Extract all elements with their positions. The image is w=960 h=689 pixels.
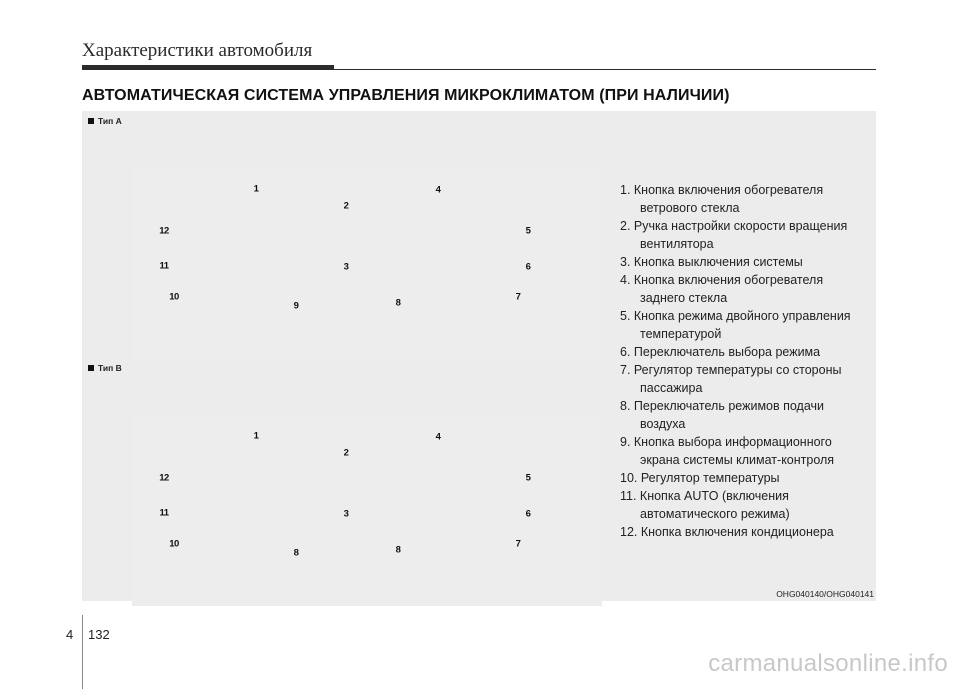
callout: 12 xyxy=(159,472,169,484)
type-b-diagram xyxy=(132,416,602,606)
watermark: carmanualsonline.info xyxy=(708,650,948,677)
callout: 2 xyxy=(343,200,349,212)
page-number: 132 xyxy=(88,627,110,642)
callout: 7 xyxy=(515,291,521,303)
callout: 10 xyxy=(169,538,179,550)
callout: 12 xyxy=(159,225,169,237)
callout: 4 xyxy=(435,431,441,443)
callout: 8 xyxy=(293,547,299,559)
legend-item: 7. Регулятор температуры со стороны пассажира xyxy=(620,363,842,395)
type-a-label xyxy=(88,116,122,126)
legend-list xyxy=(620,181,870,541)
callout: 1 xyxy=(253,430,259,442)
callout: 5 xyxy=(525,225,531,237)
legend-item: 3. Кнопка выключения системы xyxy=(620,255,803,269)
callout: 11 xyxy=(159,260,169,272)
callout: 3 xyxy=(343,261,349,273)
type-b-label-text: Тип B xyxy=(98,363,122,373)
legend-item: 9. Кнопка выбора информационного экрана системы климат-контроля xyxy=(620,435,835,467)
legend-item: 4. Кнопка включения обогревателя заднего стекла xyxy=(620,273,824,305)
callout: 9 xyxy=(293,300,299,312)
callout: 7 xyxy=(515,538,521,550)
legend-item: 12. Кнопка включения кондиционера xyxy=(620,525,834,539)
callout: 4 xyxy=(435,184,441,196)
type-b-label xyxy=(88,363,122,373)
chapter-title: Характеристики автомобиля xyxy=(82,40,313,61)
header-rule-thick xyxy=(82,65,334,70)
callout: 10 xyxy=(169,291,179,303)
callout: 3 xyxy=(343,508,349,520)
legend-item: 2. Ручка настройки скорости вращения вентилятора xyxy=(620,219,848,251)
legend-item: 10. Регулятор температуры xyxy=(620,471,780,485)
legend-item: 8. Переключатель режимов подачи воздуха xyxy=(620,399,825,431)
legend-item: 11. Кнопка AUTO (включения автоматического режима) xyxy=(620,489,790,521)
callout: 6 xyxy=(525,261,531,273)
callout: 1 xyxy=(253,183,259,195)
legend-item: 1. Кнопка включения обогревателя ветрового стекла xyxy=(620,183,824,215)
callout: 6 xyxy=(525,508,531,520)
section-heading: АВТОМАТИЧЕСКАЯ СИСТЕМА УПРАВЛЕНИЯ МИКРОКЛИМАТОМ (ПРИ НАЛИЧИИ) xyxy=(82,87,730,104)
type-a-label-text: Тип А xyxy=(98,116,122,126)
callout: 5 xyxy=(525,472,531,484)
legend-item: 6. Переключатель выбора режима xyxy=(620,345,821,359)
page-divider xyxy=(82,615,83,689)
bullet-square-icon xyxy=(88,118,94,124)
callout: 8 xyxy=(395,297,401,309)
figure-panel xyxy=(82,111,876,601)
callout: 8 xyxy=(395,544,401,556)
header-rule-thin xyxy=(334,69,876,70)
callout: 2 xyxy=(343,447,349,459)
chapter-number: 4 xyxy=(66,627,74,642)
callout: 11 xyxy=(159,507,169,519)
bullet-square-icon xyxy=(88,365,94,371)
legend-item: 5. Кнопка режима двойного управления температурой xyxy=(620,309,851,341)
type-a-diagram xyxy=(132,169,602,359)
figure-code: OHG040140/OHG040141 xyxy=(776,589,874,599)
